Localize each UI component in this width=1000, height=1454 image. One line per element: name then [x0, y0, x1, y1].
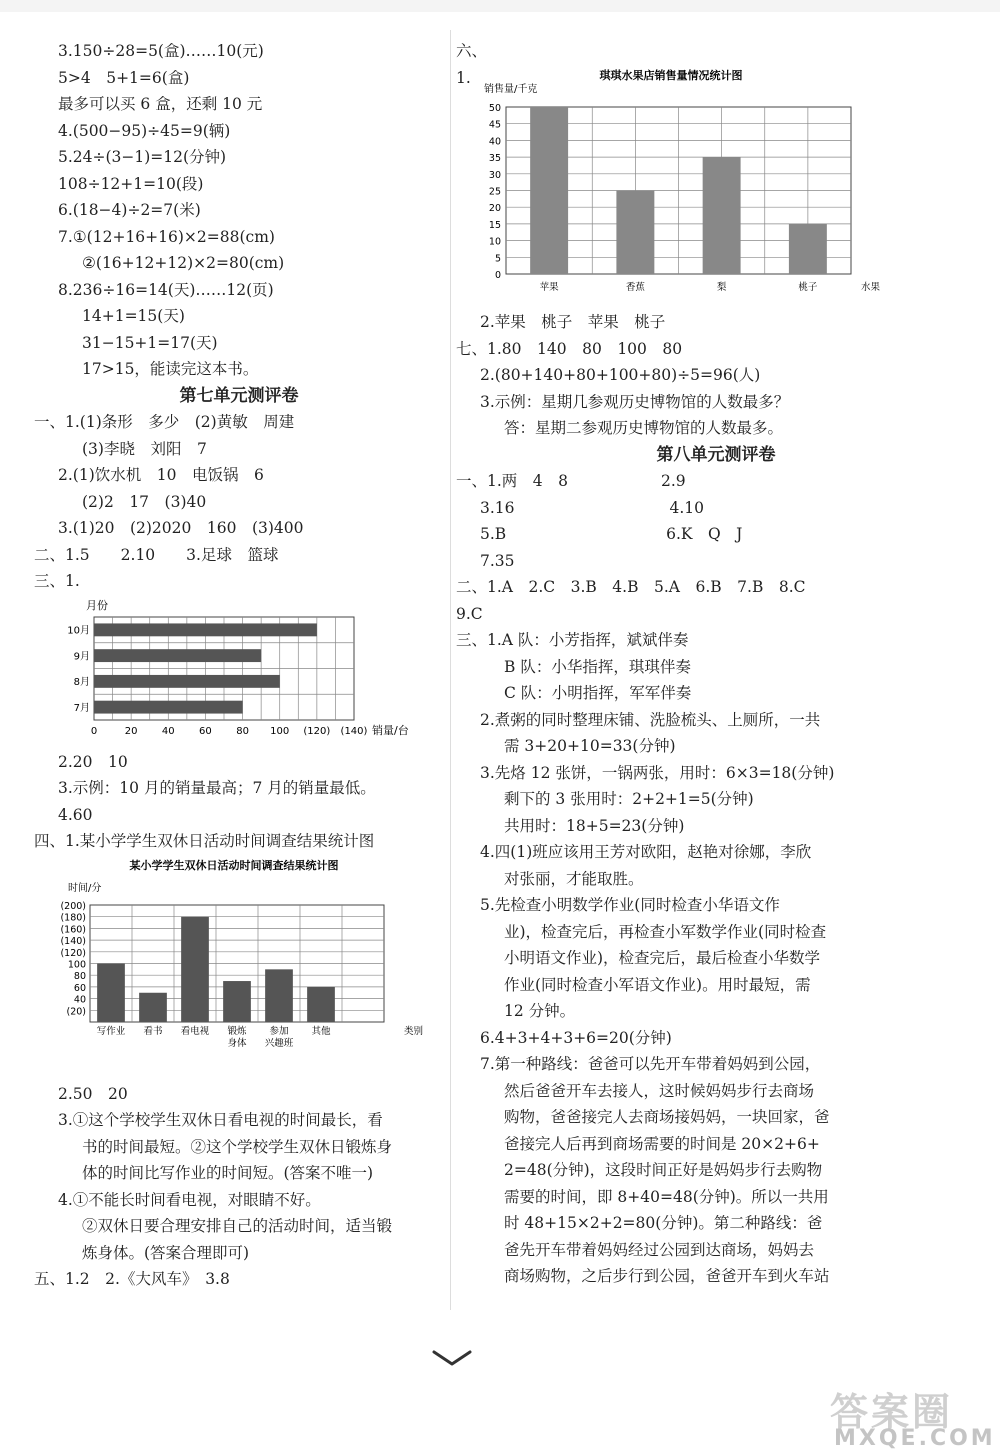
answer-line: 然后爸爸开车去接人，这时候妈妈步行去商场 [504, 1081, 815, 1100]
answer-line: 6.4+3+4+3+6=20(分钟) [480, 1028, 672, 1047]
answer-line: 2.20 10 [58, 752, 128, 771]
answer-line: 二、1.A 2.C 3.B 4.B 5.A 6.B 7.B 8.C [456, 578, 806, 596]
y-tick-label: 40 [488, 136, 501, 148]
category-label: 其他 [311, 1025, 331, 1037]
chart-weekend-activity [34, 855, 444, 1081]
y-tick-label: 60 [73, 982, 86, 994]
answer-line: 共用时：18+5=23(分钟) [504, 816, 685, 835]
answer-line: 爸先开车带着妈妈经过公园到达商场，妈妈去 [504, 1240, 815, 1259]
answer-line: 三、1.A 队：小芳指挥，斌斌伴奏 [456, 631, 689, 649]
answer-block-unit7-part3 [34, 749, 444, 855]
right-column [456, 38, 976, 1290]
x-tick-label: 60 [199, 725, 212, 737]
x-tick-label: 20 [124, 725, 138, 737]
category-label: 兴趣班 [264, 1037, 294, 1049]
left-column [34, 38, 444, 1293]
chart-monthly-sales [34, 595, 444, 749]
bar [139, 992, 167, 1021]
answer-block-unit6 [34, 38, 444, 595]
section-heading: 第七单元测评卷 [179, 385, 299, 406]
answer-line: 3.先烙 12 张饼，一锅两张，用时：6×3=18(分钟) [480, 763, 835, 782]
y-tick-label: 15 [488, 219, 501, 231]
answer-line: 四、1.某小学学生双休日活动时间调查结果统计图 [34, 832, 375, 850]
y-tick-label: (140) [60, 935, 86, 947]
answer-line: 体的时间比写作业的时间短。(答案不唯一) [82, 1164, 374, 1182]
answer-line: 2.苹果 桃子 苹果 桃子 [480, 313, 666, 331]
bar [94, 700, 243, 713]
answer-line: 31−15+1=17(天) [82, 333, 218, 352]
answer-line: 9.C [456, 604, 483, 623]
answer-line: 六、 [456, 42, 488, 60]
answer-line: ②双休日要合理安排自己的活动时间，适当锻 [82, 1217, 393, 1235]
answer-line: 对张丽，才能取胜。 [504, 869, 644, 888]
answer-line: 3.16 4.10 [480, 498, 705, 517]
chart-fruit-sales-svg [456, 65, 956, 305]
y-axis-label: 销售量/千克 [484, 84, 538, 95]
chart-title: 琪琪水果店销售量情况统计图 [599, 69, 743, 82]
answer-line: 3.示例：10 月的销量最高；7 月的销量最低。 [58, 779, 376, 797]
y-tick-label: (160) [60, 923, 86, 935]
category-label: 锻炼 [227, 1025, 247, 1037]
answer-line: (2)2 17 (3)40 [82, 492, 207, 511]
answer-line: 14+1=15(天) [82, 307, 185, 325]
x-axis-label: 销量/台 [372, 723, 409, 737]
x-tick-label: 80 [236, 725, 249, 737]
answer-line: 购物，爸爸接完人去商场接妈妈，一块回家，爸 [504, 1108, 830, 1126]
answer-line: 时 48+15×2+2=80(分钟)。第二种路线：爸 [504, 1214, 823, 1232]
bar [97, 963, 125, 1022]
answer-line: 七、1.80 140 80 100 80 [456, 339, 683, 358]
y-tick-label: (200) [60, 900, 86, 912]
answer-line: 商场购物，之后步行到公园，爸爸开车到火车站 [504, 1267, 830, 1285]
answer-line: 2.煮粥的同时整理床铺、洗脸梳头、上厕所，一共 [480, 710, 821, 729]
category-label: 10月 [67, 625, 90, 637]
answer-line: 小明语文作业)，检查完后，最后检查小华数学 [504, 949, 821, 967]
y-tick-label: 40 [73, 994, 86, 1006]
bar [181, 916, 209, 1021]
answer-line: 答：星期二参观历史博物馆的人数最多。 [504, 419, 784, 437]
x-tick-label: (120) [303, 725, 331, 737]
answer-line: 7.第一种路线：爸爸可以先开车带着妈妈到公园， [480, 1055, 821, 1073]
y-tick-label: 35 [488, 153, 501, 165]
bar [94, 623, 317, 636]
bar [703, 157, 741, 274]
chart-title: 某小学学生双休日活动时间调查结果统计图 [129, 858, 339, 872]
x-tick-label: 100 [270, 725, 290, 737]
answer-line: 4.①不能长时间看电视，对眼睛不好。 [58, 1190, 321, 1209]
answer-line: 三、1. [34, 572, 80, 590]
answer-line: ②(16+12+12)×2=80(cm) [82, 254, 285, 272]
answer-line: 需要的时间，即 8+40=48(分钟)。所以一共用 [504, 1187, 829, 1206]
bar [94, 649, 261, 662]
y-tick-label: 80 [73, 970, 86, 982]
section-heading: 第八单元测评卷 [656, 444, 776, 465]
category-label: 苹果 [539, 282, 559, 293]
answer-line: (3)李晓 刘阳 7 [82, 439, 207, 458]
bar [94, 674, 280, 687]
watermark-logo [830, 1390, 996, 1451]
answer-line: 最多可以买 6 盒，还剩 10 元 [58, 95, 263, 113]
chart-fruit-sales [456, 65, 976, 309]
answer-line: 12 分钟。 [504, 1002, 576, 1020]
answer-line: 4.60 [58, 805, 93, 824]
x-tick-label: (140) [340, 725, 368, 737]
answer-line: 业)，检查完后，再检查小军数学作业(同时检查 [504, 922, 827, 941]
x-tick-label: 40 [161, 725, 175, 737]
bar [616, 191, 654, 275]
category-label: 8月 [73, 676, 90, 688]
answer-line: 5.先检查小明数学作业(同时检查小华语文作 [480, 896, 780, 914]
x-axis-label: 水果 [861, 282, 881, 293]
answer-line: 108÷12+1=10(段) [58, 174, 204, 193]
y-tick-label: 0 [494, 270, 501, 281]
category-label: 身体 [227, 1037, 247, 1049]
y-axis-label: 时间/分 [68, 882, 102, 894]
chevron-down-icon[interactable] [430, 1348, 474, 1368]
answer-line: 爸接完人后再到商场需要的时间是 20×2+6+ [504, 1134, 820, 1153]
bar [223, 981, 251, 1022]
y-tick-label: (20) [66, 1005, 86, 1017]
y-tick-label: 100 [67, 959, 86, 970]
answer-line: 二、1.5 2.10 3.足球 篮球 [34, 545, 279, 564]
y-tick-label: (180) [60, 912, 86, 924]
answer-line: 1. [456, 68, 471, 87]
bar [530, 107, 568, 274]
answer-line: 炼身体。(答案合理即可) [82, 1243, 250, 1262]
y-tick-label: 25 [488, 186, 501, 198]
watermark-url: MXQE.COM [834, 1426, 996, 1451]
category-label: 9月 [73, 650, 90, 662]
answer-block-unit7-part4 [34, 1081, 444, 1293]
category-label: 香蕉 [625, 282, 645, 293]
answer-line: 剩下的 3 张用时：2+2+1=5(分钟) [504, 790, 754, 808]
page-top-band [0, 0, 1000, 12]
answer-line: 3.150÷28=5(盒)……10(元) [58, 42, 264, 60]
x-tick-label: 0 [90, 725, 98, 737]
y-tick-label: 20 [488, 203, 501, 215]
answer-line: 需 3+20+10=33(分钟) [504, 737, 676, 755]
category-label: 看书 [143, 1025, 163, 1037]
answer-line: 五、1.2 2.《大风车》 3.8 [34, 1270, 230, 1288]
answer-line: 7.①(12+16+16)×2=88(cm) [58, 227, 275, 246]
answer-line: B 队：小华指挥，琪琪伴奏 [504, 657, 691, 676]
answer-line: 书的时间最短。②这个学校学生双休日锻炼身 [82, 1137, 393, 1156]
y-axis-label: 月份 [86, 598, 108, 612]
answer-line: 5.B 6.K Q J [480, 525, 743, 543]
answer-block-unit8 [456, 309, 976, 1290]
category-label: 梨 [716, 282, 727, 293]
answer-line: 7.35 [480, 551, 515, 570]
category-label: 看电视 [180, 1025, 210, 1037]
answer-line: 一、1.两 4 8 2.9 [456, 472, 686, 490]
chart-weekend-activity-svg [34, 855, 434, 1077]
y-tick-label: 10 [488, 236, 501, 248]
category-label: 参加 [269, 1025, 289, 1037]
answer-line: 4.四(1)班应该用王芳对欧阳，赵艳对徐娜，李欣 [480, 843, 812, 861]
answer-line: C 队：小明指挥，军军伴奏 [504, 684, 692, 702]
answer-line: 3.示例：星期几参观历史博物馆的人数最多？ [480, 392, 790, 411]
answer-line: 4.(500−95)÷45=9(辆) [58, 121, 231, 140]
bar [307, 986, 335, 1021]
bar [789, 224, 827, 274]
answer-line: 17>15，能读完这本书。 [82, 360, 259, 378]
answer-line: 一、1.(1)条形 多少 (2)黄敏 周建 [34, 413, 295, 431]
answer-line: 作业(同时检查小军语文作业)。用时最短，需 [504, 975, 811, 994]
y-tick-label: 5 [494, 253, 501, 265]
answer-line: 5.24÷(3−1)=12(分钟) [58, 148, 227, 166]
chart-monthly-sales-svg [34, 595, 434, 745]
column-divider [450, 30, 451, 1310]
answer-line: 2.(1)饮水机 10 电饭锅 6 [58, 466, 264, 484]
category-label: 写作业 [96, 1025, 126, 1037]
answer-line: 5>4 5+1=6(盒) [58, 68, 190, 87]
answer-line: 3.(1)20 (2)2020 160 (3)400 [58, 519, 304, 537]
y-tick-label: 45 [488, 119, 501, 131]
category-label: 7月 [73, 702, 90, 714]
answer-line: 3.①这个学校学生双休日看电视的时间最长，看 [58, 1111, 383, 1129]
y-tick-label: 50 [488, 103, 501, 114]
x-axis-label: 类别 [404, 1025, 424, 1037]
answer-line: 2.50 20 [58, 1084, 128, 1103]
y-tick-label: 30 [488, 169, 501, 181]
category-label: 桃子 [798, 282, 818, 293]
answer-line: 6.(18−4)÷2=7(米) [58, 201, 201, 219]
answer-line: 2.(80+140+80+100+80)÷5=96(人) [480, 366, 761, 384]
watermark-title: 答案圈 [830, 1390, 954, 1434]
bar [265, 969, 293, 1022]
y-tick-label: (120) [60, 947, 86, 959]
answer-line: 2=48(分钟)，这段时间正好是妈妈步行去购物 [504, 1161, 823, 1179]
answer-line: 8.236÷16=14(天)……12(页) [58, 280, 274, 299]
